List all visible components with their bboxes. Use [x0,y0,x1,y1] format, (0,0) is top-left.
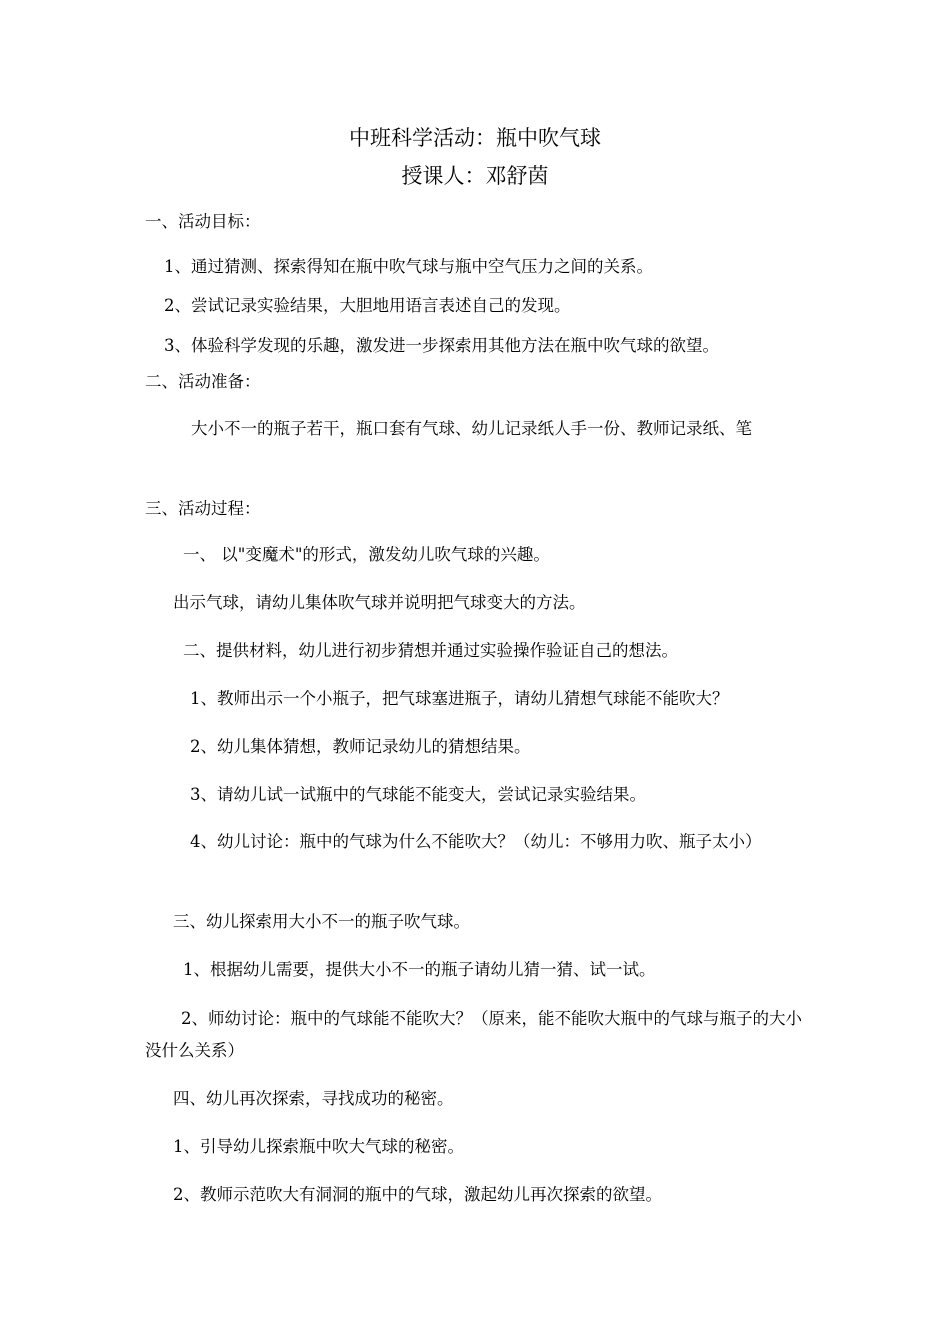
step-item: 2、教师示范吹大有洞洞的瓶中的气球，激起幼儿再次探索的欲望。 [173,1185,662,1204]
step-item: 4、幼儿讨论：瓶中的气球为什么不能吹大？（幼儿：不够用力吹、瓶子太小） [190,832,762,851]
section-heading-process: 三、活动过程： [145,499,261,518]
step-heading: 二、提供材料，幼儿进行初步猜想并通过实验操作验证自己的想法。 [183,641,678,660]
step-heading: 三、幼儿探索用大小不一的瓶子吹气球。 [173,912,470,931]
preparation-text: 大小不一的瓶子若干，瓶口套有气球、幼儿记录纸人手一份、教师记录纸、笔 [191,419,752,438]
goal-item: 1、通过猜测、探索得知在瓶中吹气球与瓶中空气压力之间的关系。 [164,257,653,276]
goal-item: 3、体验科学发现的乐趣，激发进一步探索用其他方法在瓶中吹气球的欲望。 [164,336,719,355]
document-title: 中班科学活动：瓶中吹气球 [349,126,601,150]
step-item: 2、幼儿集体猜想，教师记录幼儿的猜想结果。 [190,737,531,756]
goal-item: 2、尝试记录实验结果，大胆地用语言表述自己的发现。 [164,296,571,315]
section-heading-preparation: 二、活动准备： [145,372,261,391]
step-item: 1、根据幼儿需要，提供大小不一的瓶子请幼儿猜一猜、试一试。 [183,960,656,979]
author-line: 授课人：邓舒茵 [401,164,549,188]
step-detail: 出示气球，请幼儿集体吹气球并说明把气球变大的方法。 [173,593,586,612]
step-item: 1、引导幼儿探索瓶中吹大气球的秘密。 [173,1137,464,1156]
step-item: 3、请幼儿试一试瓶中的气球能不能变大，尝试记录实验结果。 [190,785,646,804]
step-heading: 四、幼儿再次探索，寻找成功的秘密。 [173,1089,454,1108]
section-heading-goals: 一、活动目标： [145,212,261,231]
step-item: 2、师幼讨论：瓶中的气球能不能吹大？（原来，能不能吹大瓶中的气球与瓶子的大小没什么关系） [145,1009,802,1060]
step-item: 1、教师出示一个小瓶子，把气球塞进瓶子，请幼儿猜想气球能不能吹大？ [190,689,729,708]
step-heading: 一、 以"变魔术"的形式，激发幼儿吹气球的兴趣。 [183,545,550,564]
